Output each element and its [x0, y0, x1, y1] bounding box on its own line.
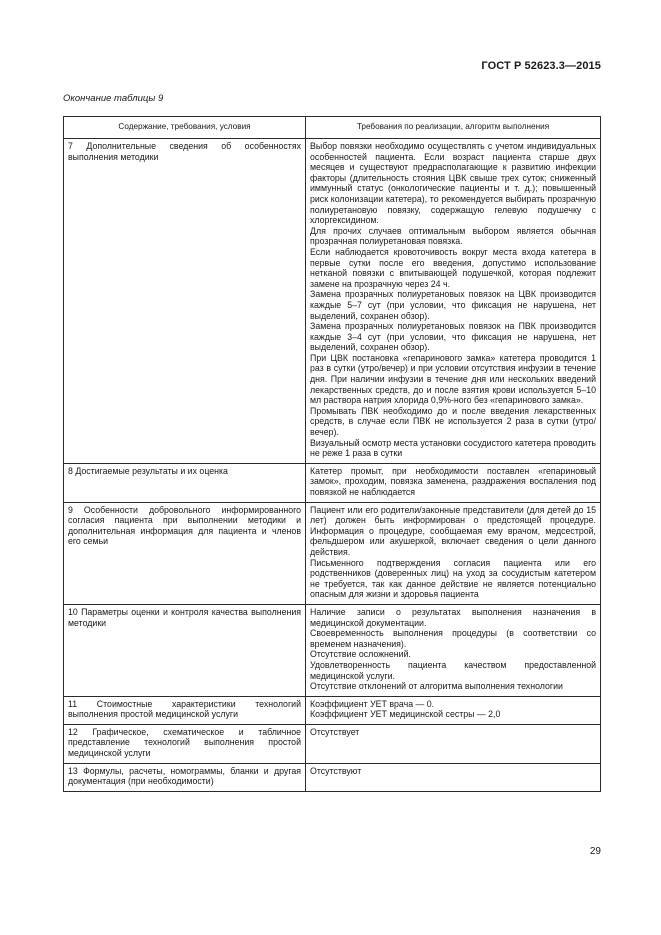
table-header-row — [64, 117, 601, 139]
paragraph: Своевременность выполнения процедуры (в соответствии со временем назначения). — [310, 628, 596, 649]
paragraph: Отсутствует — [310, 726, 360, 737]
table-row — [64, 696, 601, 724]
table-row — [64, 463, 601, 502]
requirements-table — [63, 116, 601, 792]
paragraph: Удовлетворенность пациента качеством предоставленной медицинской услуги. — [310, 659, 596, 681]
page-number: 29 — [589, 846, 601, 857]
row-content — [306, 696, 601, 724]
row-label: 10 Параметры оценки и контроля качества выполнения методики — [64, 604, 306, 696]
paragraph: Письменного подтверждения согласия пациента или его родственников (доверенных лиц) на уход за сосудистым катетером не требуется, так как данное действие не является потенциально опасным для жизни и здоровья пациента — [310, 557, 596, 600]
row-content — [306, 139, 601, 464]
row-label: 11 Стоимостные характеристики технологий выполнения простой медицинской услуги — [64, 696, 306, 724]
table-row — [64, 724, 601, 763]
paragraph: При ЦВК постановка «гепаринового замка» катетера проводится 1 раз в сутки (утро/вечер) и при условии отсутствия инфузии в течение дня. При наличии инфузии в течение дня или нескольких введений лекарственных средств, до и после взятия крови используется 5–10 мл раствора натрия хлорида 0,9%-ного без «гепаринового замка». — [310, 352, 596, 406]
row-label: 13 Формулы, расчеты, номограммы, бланки и другая документация (при необходимости) — [64, 763, 306, 791]
paragraph: Если наблюдается кровоточивость вокруг места входа катетера в первые сутки после его введения, допустимо использование нетканой повязки с впитывающей подушечкой, которая подлежит замене на прозрачную через 24 ч. — [310, 246, 596, 289]
paragraph: Коэффициент УЕТ врача — 0. — [310, 698, 435, 709]
row-content — [306, 502, 601, 604]
paragraph: Промывать ПВК необходимо до и после введения лекарственных средств, в случае если ПВК не используется 2 раза в сутки (утро/вечер). — [310, 405, 596, 438]
table-caption: Окончание таблицы 9 — [63, 93, 164, 104]
table-row — [64, 502, 601, 604]
row-label: 12 Графическое, схематическое и табличное представление технологий выполнения простой медицинской услуги — [64, 724, 306, 763]
column-header-content: Содержание, требования, условия — [64, 117, 306, 139]
row-label: 8 Достигаемые результаты и их оценка — [64, 463, 306, 502]
row-content — [306, 463, 601, 502]
document-code: ГОСТ Р 52623.3—2015 — [481, 60, 601, 72]
paragraph: Выбор повязки необходимо осуществлять с учетом индивидуальных особенностей пациента. Если возраст пациента старше двух месяцев и существуют предрасполагающие к развитию инфекции факторы (длительность стояния ЦВК свыше трех суток; сниженный иммунный статус (онкологические пациенты и т. д.); повышенный риск колонизации катетера), то рекомендуется выбирать прозрачную полиуретановую повязку, содержащую гелевую подушечку с хлоргексидином. — [310, 141, 596, 226]
row-content — [306, 604, 601, 696]
row-content — [306, 763, 601, 791]
column-header-requirements: Требования по реализации, алгоритм выполнения — [306, 117, 601, 139]
table-row — [64, 139, 601, 464]
paragraph: Для прочих случаев оптимальным выбором является обычная прозрачная полиуретановая повязка. — [310, 225, 596, 247]
paragraph: Замена прозрачных полиуретановых повязок на ПВК производится каждые 3–4 сут (при условии, что фиксация не нарушена, нет выделений, сохранен обзор). — [310, 321, 596, 353]
paragraph: Отсутствуют — [310, 765, 362, 776]
row-content — [306, 724, 601, 763]
row-label: 7 Дополнительные сведения об особенностях выполнения методики — [64, 139, 306, 464]
paragraph: Коэффициент УЕТ медицинской сестры — 2,0 — [310, 709, 501, 720]
paragraph: Наличие записи о результатах выполнения назначения в медицинской документации. — [310, 606, 596, 628]
paragraph: Визуальный осмотр места установки сосудистого катетера проводить не реже 1 раза в сутки — [310, 437, 596, 459]
table-row — [64, 763, 601, 791]
paragraph: Отсутствие отклонений от алгоритма выполнения технологии — [310, 681, 563, 692]
table-row — [64, 604, 601, 696]
paragraph: Отсутствие осложнений. — [310, 649, 411, 660]
paragraph: Замена прозрачных полиуретановых повязок на ЦВК производится каждые 5–7 сут (при условии, что фиксация не нарушена, нет выделений, сохранен обзор). — [310, 289, 596, 321]
row-label: 9 Особенности добровольного информированного согласия пациента при выполнении методики и дополнительная информация для пациента и членов его семьи — [64, 502, 306, 604]
paragraph: Катетер промыт, при необходимости поставлен «гепариновый замок», проходим, повязка заменена, раздражения воспаления под повязкой не наблюдается — [310, 465, 596, 497]
paragraph: Пациент или его родители/законные представители (для детей до 15 лет) должен быть информирован о предстоящей процедуре. Информация о процедуре, сообщаемая ему врачом, медсестрой, фельдшером или акушеркой, включает сведения о цели данного действия. — [310, 504, 596, 557]
